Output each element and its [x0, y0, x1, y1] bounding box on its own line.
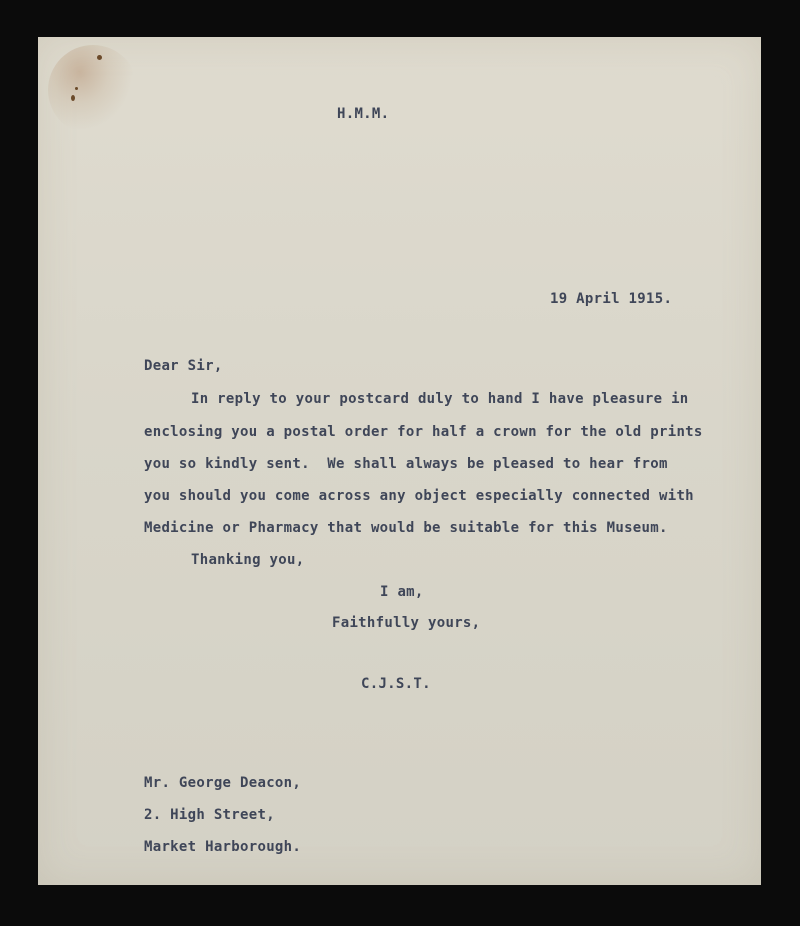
paper-stain [48, 45, 138, 135]
address-line: Mr. George Deacon, [144, 775, 302, 791]
stain-mark [71, 95, 75, 101]
stain-mark [75, 87, 78, 90]
stain-mark [97, 55, 102, 60]
body-line: Medicine or Pharmacy that would be suitable for this Museum. [144, 520, 668, 536]
body-line: In reply to your postcard duly to hand I have pleasure in [191, 391, 689, 407]
letter-header: H.M.M. [337, 106, 390, 122]
signature-initials: C.J.S.T. [361, 676, 431, 692]
body-line: you so kindly sent. We shall always be pleased to hear from [144, 456, 668, 472]
body-line: you should you come across any object especially connected with [144, 488, 694, 504]
body-line: enclosing you a postal order for half a crown for the old prints [144, 424, 703, 440]
letter-page [38, 37, 761, 885]
closing-line: Faithfully yours, [332, 615, 481, 631]
salutation: Dear Sir, [144, 358, 223, 374]
address-line: Market Harborough. [144, 839, 302, 855]
address-line: 2. High Street, [144, 807, 275, 823]
closing-line: I am, [380, 584, 424, 600]
letter-date: 19 April 1915. [550, 291, 673, 307]
thanks-line: Thanking you, [191, 552, 305, 568]
